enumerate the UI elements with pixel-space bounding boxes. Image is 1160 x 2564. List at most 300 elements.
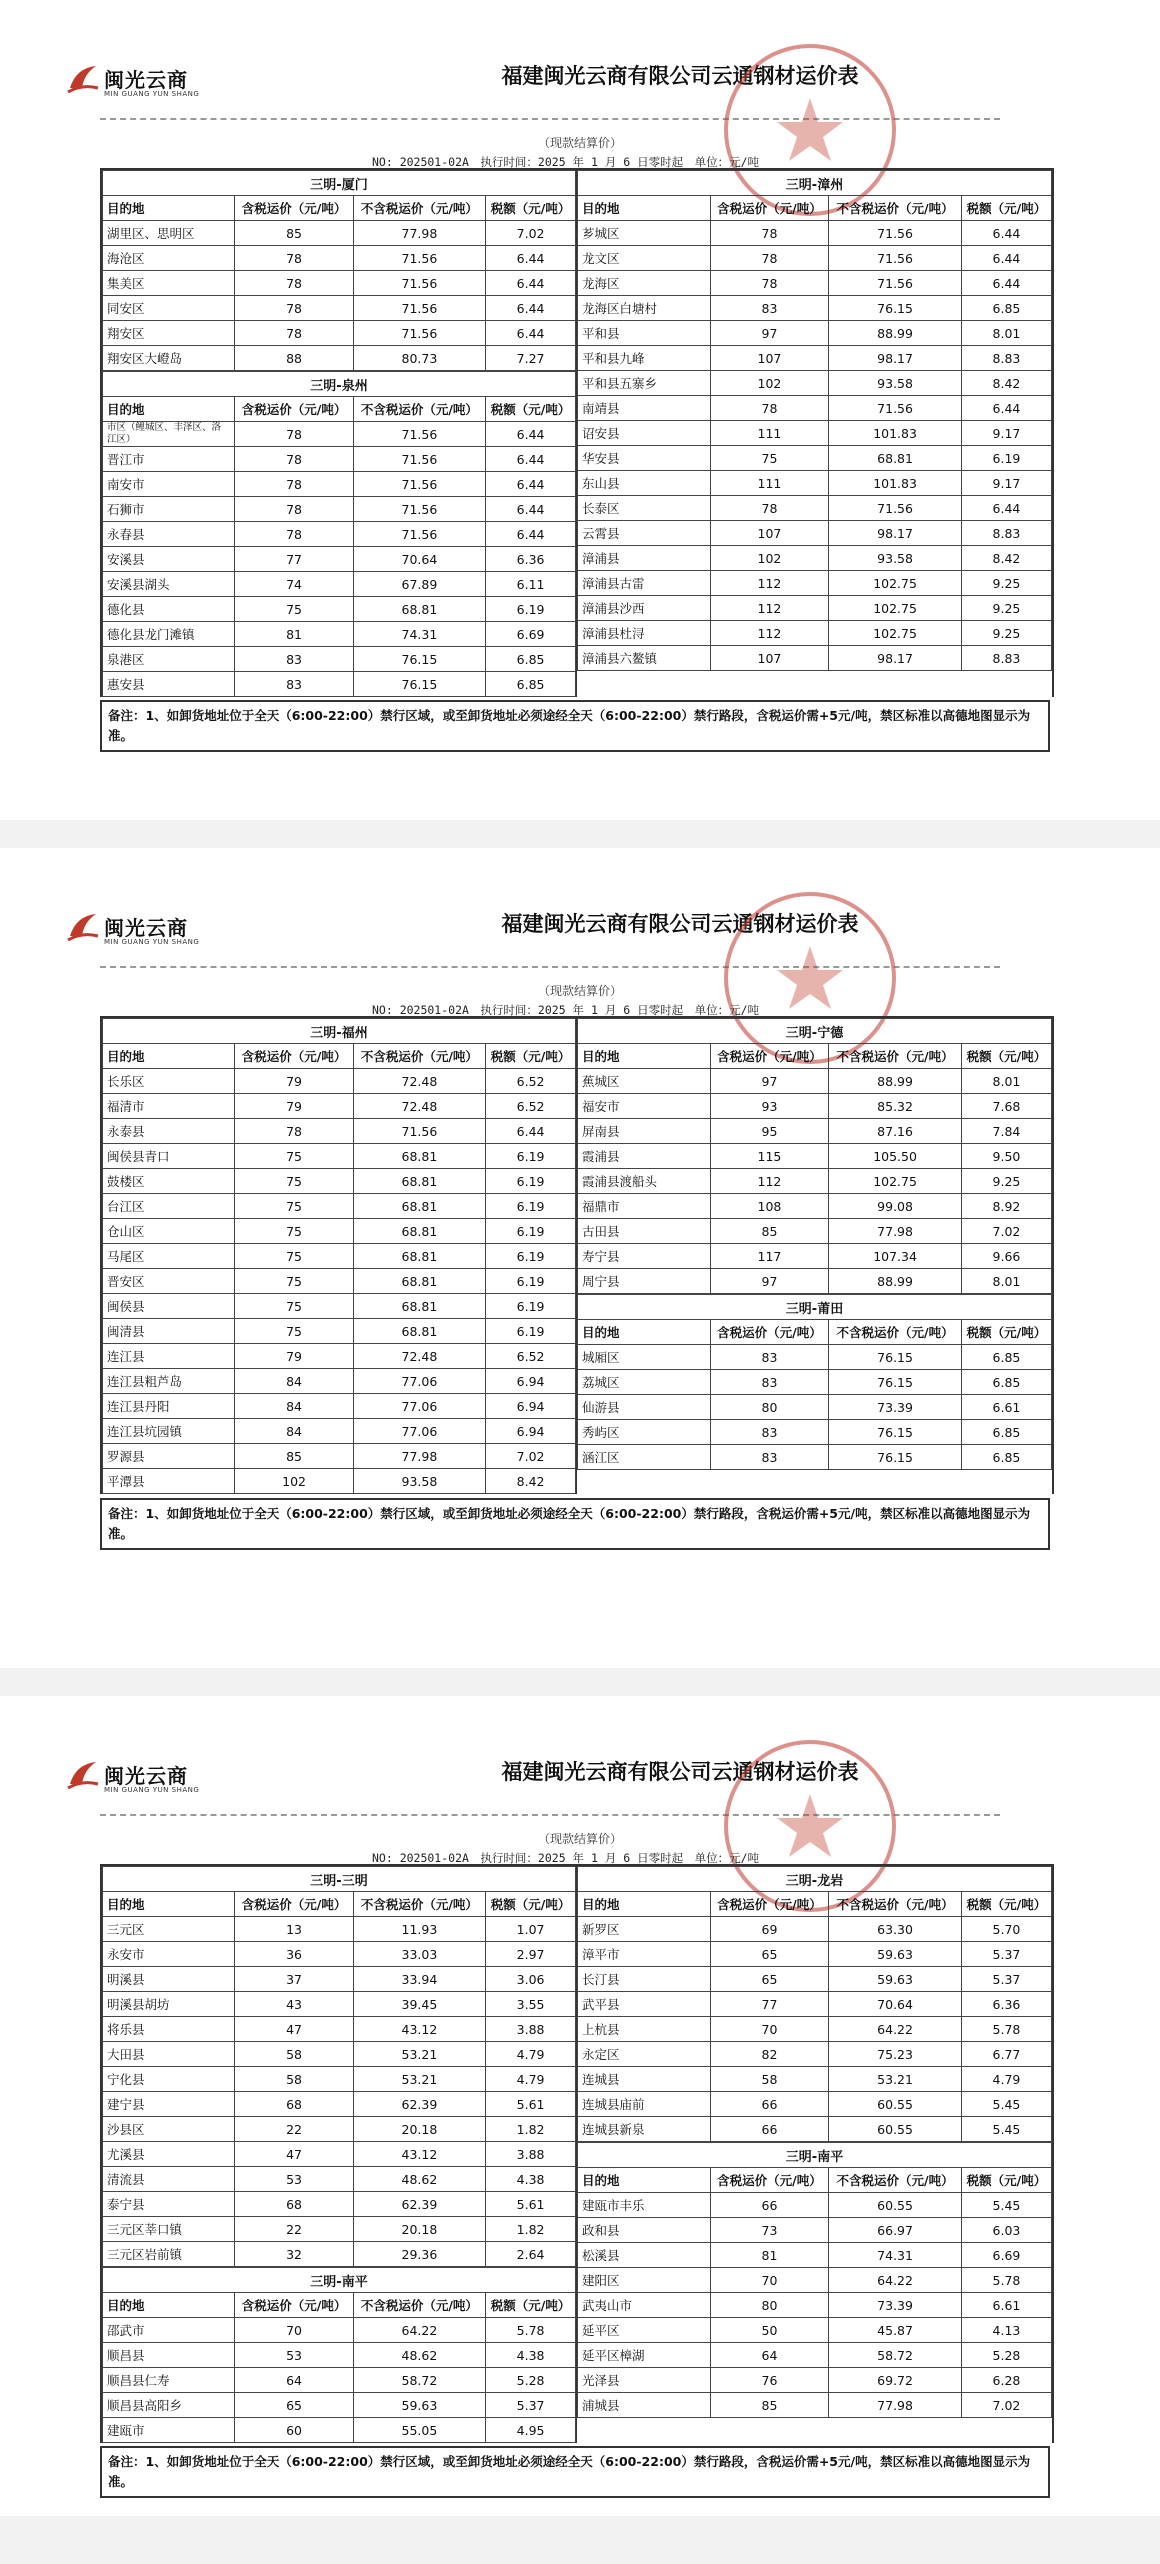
table-row [578,2218,1052,2243]
cell-tax-excluded: 102.75 [829,571,962,596]
header-tax-excluded: 不含税运价（元/吨） [829,2168,962,2193]
cell-tax-included: 78 [235,422,353,447]
cell-tax-excluded: 68.81 [353,597,485,622]
header-tax-excluded: 不含税运价（元/吨） [353,1044,485,1069]
cell-tax-excluded: 99.08 [829,1194,962,1219]
header-tax-included: 含税运价（元/吨） [235,2293,353,2318]
cell-tax-amount: 7.68 [961,1094,1051,1119]
header-tax-included: 含税运价（元/吨） [710,1892,829,1917]
cell-tax-amount: 6.44 [486,246,576,271]
cell-destination: 上杭县 [578,2017,711,2042]
cell-tax-excluded: 59.63 [829,1967,962,1992]
cell-tax-included: 75 [235,597,353,622]
cell-tax-excluded: 33.03 [353,1942,485,1967]
cell-destination: 顺昌县仁寿 [103,2368,235,2393]
cell-tax-included: 58 [710,2067,829,2092]
cell-tax-excluded: 68.81 [353,1194,485,1219]
cell-tax-excluded: 68.81 [353,1244,485,1269]
table-row [103,597,576,622]
table-row [578,1370,1052,1395]
cell-tax-excluded: 77.06 [353,1419,485,1444]
remarks-note: 备注：1、如卸货地址位于全天（6:00-22:00）禁行区域，或至卸货地址必须途经全天（6:00-22:00）禁行路段，含税运价需+5元/吨，禁区标准以高德地图显示为准。 [100,1498,1050,1550]
table-row [578,2092,1052,2117]
table-row [103,2393,576,2418]
cell-tax-included: 70 [710,2268,829,2293]
table-row [578,421,1052,446]
cell-destination: 闽清县 [103,1319,235,1344]
table-row [103,472,576,497]
cell-tax-included: 78 [710,246,829,271]
cell-destination: 将乐县 [103,2017,235,2042]
cell-tax-amount: 4.95 [486,2418,576,2443]
cell-destination: 新罗区 [578,1917,711,1942]
cell-destination: 福安市 [578,1094,711,1119]
cell-destination: 宁化县 [103,2067,235,2092]
cell-tax-excluded: 71.56 [829,271,962,296]
cell-tax-included: 84 [235,1394,353,1419]
cell-tax-included: 84 [235,1369,353,1394]
cell-tax-included: 69 [710,1917,829,1942]
cell-destination: 安溪县湖头 [103,572,235,597]
table-row [578,2268,1052,2293]
table-row [103,1144,576,1169]
section-title: 三明-南平 [578,2143,1052,2168]
table-row [103,1169,576,1194]
cell-tax-included: 97 [710,1269,829,1294]
cell-tax-amount: 2.64 [486,2242,576,2267]
table-row [103,522,576,547]
cell-destination: 连江县粗芦岛 [103,1369,235,1394]
cell-tax-included: 75 [235,1219,353,1244]
table-row [103,1942,576,1967]
cell-destination: 平和县 [578,321,711,346]
cell-tax-excluded: 68.81 [353,1269,485,1294]
table-row [578,2343,1052,2368]
cell-tax-amount: 6.44 [961,496,1051,521]
cell-tax-excluded: 98.17 [829,646,962,671]
table-row [578,2368,1052,2393]
header-destination: 目的地 [578,196,711,221]
table-row [103,422,576,447]
table-header-row [103,2293,576,2318]
cell-tax-amount: 6.85 [961,296,1051,321]
table-row [578,2017,1052,2042]
cell-destination: 诏安县 [578,421,711,446]
price-sheet-page-3 [0,1696,1160,2516]
cell-destination: 顺昌县高阳乡 [103,2393,235,2418]
cell-destination: 平和县九峰 [578,346,711,371]
cell-tax-excluded: 88.99 [829,1069,962,1094]
cell-tax-excluded: 60.55 [829,2117,962,2142]
cell-tax-amount: 8.42 [486,1469,576,1494]
cell-tax-included: 53 [235,2343,353,2368]
settlement-subtitle: （现款结算价） [537,136,622,150]
table-row [103,2418,576,2443]
cell-tax-excluded: 71.56 [353,422,485,447]
cell-tax-excluded: 88.99 [829,1269,962,1294]
cell-tax-included: 75 [235,1244,353,1269]
cell-tax-included: 78 [710,221,829,246]
rate-table [577,1018,1052,1294]
cell-tax-amount: 8.83 [961,646,1051,671]
cell-tax-excluded: 58.72 [829,2343,962,2368]
table-row [578,1967,1052,1992]
cell-tax-included: 115 [710,1144,829,1169]
cell-destination: 松溪县 [578,2243,711,2268]
table-row [103,1344,576,1369]
logo-text: 闽光云商 [104,1764,188,1788]
cell-destination: 尤溪县 [103,2142,235,2167]
table-row [103,547,576,572]
table-row [103,1094,576,1119]
cell-tax-amount: 7.02 [486,1444,576,1469]
cell-tax-excluded: 70.64 [829,1992,962,2017]
cell-tax-excluded: 77.98 [829,2393,962,2418]
cell-tax-excluded: 43.12 [353,2017,485,2042]
section-title: 三明-泉州 [103,372,576,397]
table-row [103,1119,576,1144]
cell-tax-amount: 6.28 [961,2368,1051,2393]
cell-tax-included: 65 [235,2393,353,2418]
cell-tax-excluded: 76.15 [829,1370,962,1395]
header-tax-included: 含税运价（元/吨） [235,196,353,221]
section-title: 三明-龙岩 [578,1867,1052,1892]
cell-tax-amount: 6.85 [486,672,576,697]
cell-destination: 古田县 [578,1219,711,1244]
cell-tax-excluded: 60.55 [829,2092,962,2117]
cell-tax-included: 80 [710,1395,829,1420]
cell-destination: 长乐区 [103,1069,235,1094]
cell-tax-amount: 8.83 [961,521,1051,546]
cell-tax-excluded: 66.97 [829,2218,962,2243]
cell-destination: 平潭县 [103,1469,235,1494]
cell-tax-included: 78 [235,1119,353,1144]
rate-tables [100,168,1054,697]
cell-tax-excluded: 71.56 [353,1119,485,1144]
cell-tax-amount: 6.85 [961,1345,1051,1370]
header-destination: 目的地 [578,1892,711,1917]
cell-destination: 漳浦县杜浔 [578,621,711,646]
header-tax-included: 含税运价（元/吨） [235,1044,353,1069]
cell-tax-excluded: 93.58 [829,371,962,396]
cell-tax-amount: 5.28 [486,2368,576,2393]
table-row [103,647,576,672]
cell-tax-amount: 4.79 [961,2067,1051,2092]
cell-tax-included: 75 [235,1319,353,1344]
cell-tax-amount: 6.85 [961,1420,1051,1445]
cell-tax-amount: 5.61 [486,2192,576,2217]
cell-tax-amount: 6.36 [486,547,576,572]
table-row [103,1244,576,1269]
header-tax-amount: 税额（元/吨） [486,2293,576,2318]
logo-subtext: MIN GUANG YUN SHANG [104,90,200,98]
cell-destination: 东山县 [578,471,711,496]
table-header-row [578,1320,1052,1345]
cell-tax-excluded: 70.64 [353,547,485,572]
table-header-row [103,1044,576,1069]
cell-tax-amount: 5.78 [961,2268,1051,2293]
cell-tax-included: 68 [235,2192,353,2217]
table-row [103,1917,576,1942]
table-header-row [578,1892,1052,1917]
remarks-note: 备注：1、如卸货地址位于全天（6:00-22:00）禁行区域，或至卸货地址必须途经全天（6:00-22:00）禁行路段，含税运价需+5元/吨，禁区标准以高德地图显示为准。 [100,2446,1050,2498]
cell-tax-excluded: 71.56 [829,396,962,421]
header-tax-amount: 税额（元/吨） [486,1044,576,1069]
cell-tax-included: 50 [710,2318,829,2343]
cell-tax-excluded: 71.56 [353,246,485,271]
header-tax-included: 含税运价（元/吨） [710,1044,829,1069]
cell-destination: 福鼎市 [578,1194,711,1219]
cell-destination: 连江县坑园镇 [103,1419,235,1444]
cell-tax-included: 36 [235,1942,353,1967]
cell-tax-amount: 9.25 [961,596,1051,621]
table-row [578,2393,1052,2418]
table-row [578,371,1052,396]
cell-tax-excluded: 93.58 [829,546,962,571]
cell-tax-included: 81 [235,622,353,647]
cell-tax-excluded: 73.39 [829,1395,962,1420]
cell-tax-included: 75 [235,1169,353,1194]
cell-tax-included: 43 [235,1992,353,2017]
section-title: 三明-厦门 [103,171,576,196]
right-column [577,170,1052,697]
table-row [103,2092,576,2117]
cell-destination: 晋江市 [103,447,235,472]
table-header-row [103,397,576,422]
table-header-row [103,1892,576,1917]
cell-tax-included: 58 [235,2042,353,2067]
cell-tax-excluded: 71.56 [353,447,485,472]
cell-tax-included: 85 [710,1219,829,1244]
cell-destination: 闽侯县 [103,1294,235,1319]
cell-tax-amount: 6.94 [486,1369,576,1394]
company-logo [66,1756,226,1806]
cell-tax-included: 79 [235,1344,353,1369]
cell-tax-amount: 8.92 [961,1194,1051,1219]
cell-tax-excluded: 98.17 [829,346,962,371]
cell-tax-amount: 6.19 [486,1294,576,1319]
cell-tax-amount: 5.45 [961,2092,1051,2117]
cell-tax-included: 74 [235,572,353,597]
cell-destination: 翔安区 [103,321,235,346]
cell-tax-amount: 6.44 [486,296,576,321]
header-destination: 目的地 [103,196,235,221]
table-row [578,2067,1052,2092]
cell-tax-included: 78 [235,271,353,296]
cell-tax-amount: 6.77 [961,2042,1051,2067]
header-tax-excluded: 不含税运价（元/吨） [829,196,962,221]
cell-tax-included: 79 [235,1094,353,1119]
table-row [578,1069,1052,1094]
table-row [103,1194,576,1219]
cell-tax-excluded: 74.31 [353,622,485,647]
cell-destination: 龙海区 [578,271,711,296]
cell-tax-included: 111 [710,471,829,496]
rate-table [102,1866,576,2267]
cell-destination: 周宁县 [578,1269,711,1294]
cell-tax-amount: 6.52 [486,1344,576,1369]
doc-meta: NO: 202501-02A 执行时间：2025 年 1 月 6 日零时起 单位：元/吨 [372,1003,760,1017]
table-row [578,2042,1052,2067]
cell-tax-amount: 9.17 [961,471,1051,496]
company-logo [66,60,226,110]
table-row [103,2318,576,2343]
cell-tax-excluded: 59.63 [353,2393,485,2418]
cell-destination: 邵武市 [103,2318,235,2343]
cell-tax-amount: 6.44 [486,447,576,472]
table-row [578,496,1052,521]
table-row [103,622,576,647]
cell-tax-amount: 6.03 [961,2218,1051,2243]
header-tax-excluded: 不含税运价（元/吨） [829,1892,962,1917]
settlement-subtitle: （现款结算价） [537,1832,622,1846]
table-row [103,572,576,597]
rate-table [102,1018,576,1494]
cell-tax-excluded: 64.22 [829,2017,962,2042]
cell-destination: 城厢区 [578,1345,711,1370]
table-row [103,296,576,321]
cell-tax-excluded: 68.81 [353,1319,485,1344]
rate-tables [100,1016,1054,1494]
cell-tax-amount: 7.02 [961,2393,1051,2418]
table-row [578,1119,1052,1144]
cell-tax-included: 37 [235,1967,353,1992]
cell-tax-amount: 6.19 [486,1244,576,1269]
cell-tax-included: 53 [235,2167,353,2192]
cell-destination: 秀屿区 [578,1420,711,1445]
table-row [578,2293,1052,2318]
cell-destination: 芗城区 [578,221,711,246]
rate-table [102,170,576,371]
cell-tax-included: 112 [710,571,829,596]
section-title: 三明-三明 [103,1867,576,1892]
section-title: 三明-福州 [103,1019,576,1044]
cell-destination: 霞浦县渡船头 [578,1169,711,1194]
cell-tax-amount: 6.19 [486,1169,576,1194]
cell-tax-amount: 5.70 [961,1917,1051,1942]
cell-tax-excluded: 102.75 [829,621,962,646]
table-row [103,2242,576,2267]
cell-tax-excluded: 72.48 [353,1069,485,1094]
table-row [578,646,1052,671]
cell-tax-included: 82 [710,2042,829,2067]
cell-tax-excluded: 76.15 [353,672,485,697]
cell-tax-excluded: 43.12 [353,2142,485,2167]
logo-subtext: MIN GUANG YUN SHANG [104,938,200,946]
cell-tax-included: 75 [710,446,829,471]
cell-destination: 石狮市 [103,497,235,522]
header-tax-included: 含税运价（元/吨） [235,1892,353,1917]
cell-tax-excluded: 76.15 [829,1345,962,1370]
cell-tax-excluded: 71.56 [829,246,962,271]
cell-destination: 连城县庙前 [578,2092,711,2117]
header-tax-amount: 税额（元/吨） [486,397,576,422]
cell-tax-excluded: 68.81 [353,1219,485,1244]
header-tax-included: 含税运价（元/吨） [710,196,829,221]
cell-tax-amount: 6.44 [486,522,576,547]
cell-tax-included: 102 [710,546,829,571]
cell-destination: 集美区 [103,271,235,296]
cell-tax-excluded: 85.32 [829,1094,962,1119]
cell-tax-amount: 9.25 [961,1169,1051,1194]
cell-destination: 翔安区大嶝岛 [103,346,235,371]
cell-destination: 南安市 [103,472,235,497]
cell-destination: 永定区 [578,2042,711,2067]
cell-tax-excluded: 53.21 [353,2067,485,2092]
header-destination: 目的地 [578,2168,711,2193]
cell-destination: 龙文区 [578,246,711,271]
cell-tax-excluded: 58.72 [353,2368,485,2393]
header-tax-amount: 税额（元/吨） [961,2168,1051,2193]
cell-tax-amount: 6.44 [486,321,576,346]
table-row [578,221,1052,246]
cell-tax-amount: 6.44 [486,271,576,296]
header-tax-included: 含税运价（元/吨） [710,2168,829,2193]
rate-table [577,1866,1052,2142]
table-row [103,246,576,271]
cell-tax-excluded: 71.56 [353,497,485,522]
cell-destination: 武平县 [578,1992,711,2017]
cell-destination: 惠安县 [103,672,235,697]
table-row [578,2117,1052,2142]
table-row [103,447,576,472]
cell-tax-amount: 6.44 [961,396,1051,421]
table-row [103,497,576,522]
header-destination: 目的地 [578,1320,711,1345]
cell-tax-amount: 9.25 [961,621,1051,646]
cell-tax-excluded: 77.06 [353,1394,485,1419]
cell-tax-included: 78 [235,522,353,547]
cell-tax-included: 75 [235,1294,353,1319]
logo-text: 闽光云商 [104,916,188,940]
table-row [578,296,1052,321]
cell-tax-amount: 1.07 [486,1917,576,1942]
cell-tax-amount: 4.79 [486,2042,576,2067]
cell-tax-excluded: 62.39 [353,2092,485,2117]
doc-meta: NO: 202501-02A 执行时间：2025 年 1 月 6 日零时起 单位：元/吨 [372,1851,760,1865]
cell-destination: 三元区岩前镇 [103,2242,235,2267]
header-tax-amount: 税额（元/吨） [961,196,1051,221]
rate-tables [100,1864,1054,2443]
cell-tax-amount: 6.19 [961,446,1051,471]
table-row [103,2368,576,2393]
table-row [103,1269,576,1294]
header-tax-excluded: 不含税运价（元/吨） [829,1320,962,1345]
table-row [578,1420,1052,1445]
cell-destination: 永春县 [103,522,235,547]
cell-tax-included: 13 [235,1917,353,1942]
cell-tax-amount: 6.19 [486,597,576,622]
cell-destination: 台江区 [103,1194,235,1219]
cell-tax-amount: 6.44 [486,497,576,522]
table-row [578,1992,1052,2017]
cell-tax-amount: 6.61 [961,2293,1051,2318]
cell-tax-excluded: 76.15 [829,1420,962,1445]
logo-subtext: MIN GUANG YUN SHANG [104,1786,200,1794]
cell-tax-amount: 2.97 [486,1942,576,1967]
cell-tax-amount: 3.88 [486,2142,576,2167]
cell-tax-included: 83 [710,1420,829,1445]
header-tax-amount: 税额（元/吨） [486,1892,576,1917]
cell-tax-excluded: 72.48 [353,1094,485,1119]
cell-destination: 马尾区 [103,1244,235,1269]
cell-tax-amount: 6.19 [486,1269,576,1294]
cell-tax-amount: 8.01 [961,1269,1051,1294]
table-row [578,1269,1052,1294]
cell-tax-amount: 6.19 [486,1219,576,1244]
cell-destination: 泉港区 [103,647,235,672]
cell-tax-included: 112 [710,621,829,646]
